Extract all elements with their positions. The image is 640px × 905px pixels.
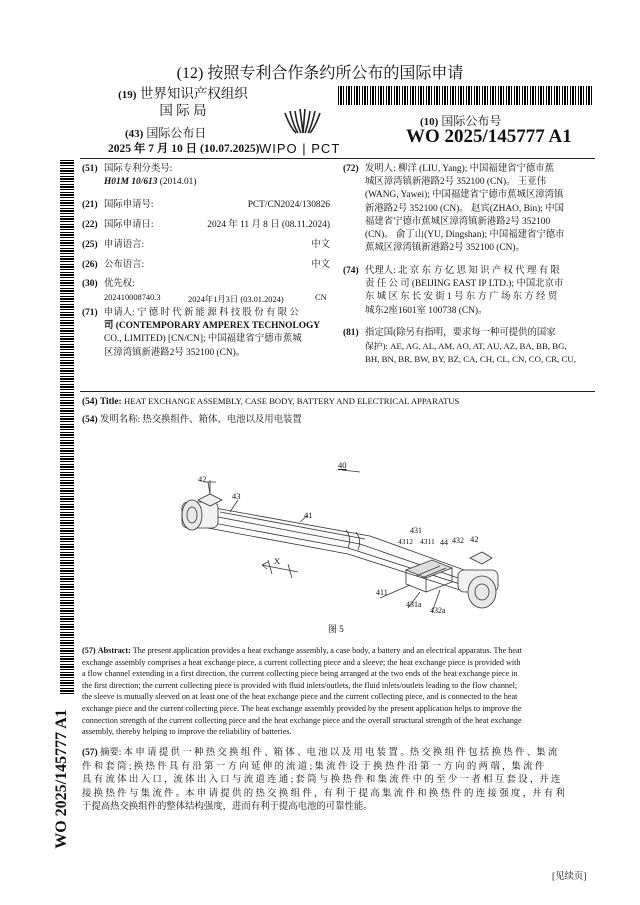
label-42-right: 42 [470, 534, 479, 544]
inventors-block: (72) 发明人: 柳洋 (LIU, Yang); 中国福建省宁德市蕉 城区漳湾镇新港路2号 352100 (CN)。 王亚伟 (WANG, Yawei); 中国福建省宁德市蕉城区漳湾镇 新港路2号 352100 (CN)。 赵宾(ZHAO, Bin); 中国 福建省宁德市蕉城区漳湾镇新港路2号 352100 (CN)。 俞丁山(YU, Dingshan); 中国福建省宁德市 蕉城区漳湾镇新港路2号 352100 (CN)。 [343, 164, 565, 254]
org-name: 世界知识产权组织 [139, 86, 248, 101]
application-date-value: 2024 年 11 月 8 日 (08.11.2024) [207, 220, 330, 230]
priority-row: (30) 优先权: [82, 279, 135, 289]
organization-block [108, 86, 258, 119]
abstract-chinese: (57) 摘要: 本 申 请 提 供 一 种 热 交 换 组 件 、箱 体 、电 池 以 及 用 电 装 置 。热 交 换 组 件 包 括 换 热 件 、集 流 件 和 套 筒 ; 换 热 件 具 有 沿 第 一 方 向 延 伸 的 流 道 ; 集 流 件 设 于 换 热 件 沿 第 一 方 向 的 两 端 ，集 流 件 具 有 流 体 出 入 口 ，流 体 出 入 口 与 流 道 连 通 ; 套 筒 与 换 热 件 和 集 流 件 中 的 至 少 一 者 相 互 套 设 ，并 连 接 换 热 件 与 集 流 件 。本 申 请 提 供 的 热 交 换 组 件 ，有 利 于 提 高 集 流 件 和 换 热 件 的 连 接 强 度 ，并 有 利 于提高热交换组件的整体结构强度，进而有利于提高电池的可靠性能。 [82, 748, 565, 813]
label-40: 40 [338, 460, 347, 470]
publication-number: WO 2025/145777 A1 [406, 126, 572, 147]
continued-note: [见续页] [552, 872, 587, 882]
applicant-block: (71) 申请人: 宁 德 时 代 新 能 源 科 技 股 份 有 限 公 司 (CONTEMPORARY AMPEREX TECHNOLOGY CO., LIMITED) [CN/CN]; 中国福建省宁德市蕉城 区漳湾镇新港路2号 352100 (CN)。 [82, 308, 321, 358]
filing-language-row: (25) 申请语言: [82, 240, 145, 250]
label-43: 43 [232, 491, 241, 501]
side-publication-number: WO 2025/145777 A1 [53, 709, 70, 849]
label-4311: 4311 [420, 537, 435, 546]
application-date-row: (22) 国际申请日: [82, 220, 154, 230]
publication-language-value: 中文 [311, 260, 330, 270]
label-41: 41 [304, 510, 313, 520]
label-411: 411 [376, 588, 388, 597]
application-number-row: (21) 国际申请号: [82, 200, 154, 210]
document-title: (12) 按照专利合作条约所公布的国际申请 [176, 65, 464, 82]
wipo-pct-text: WIPO | PCT [259, 141, 341, 156]
publication-date-label: (43) 国际公布日 [125, 126, 207, 140]
publication-language-row: (26) 公布语言: [82, 260, 145, 270]
org-bureau: 国 际 局 [159, 103, 207, 118]
org-num: (19) [118, 89, 137, 101]
label-432: 432 [452, 536, 464, 545]
priority-date: 2024年1月3日 (03.01.2024) [188, 295, 284, 304]
classification-row: (51) 国际专利分类号: H01M 10/613 (2014.01) [82, 164, 197, 188]
side-barcode [60, 160, 74, 695]
label-44: 44 [440, 538, 448, 547]
biblio-divider [80, 391, 595, 392]
title-chinese: (54) 发明名称: 热交换组件、箱体、电池以及用电装置 [82, 415, 302, 425]
header-divider [80, 158, 595, 159]
pubnum-label: (10) 国际公布号 [420, 114, 502, 128]
figure-caption: 图 5 [328, 624, 344, 634]
designated-states-block: (81) 指定国(除另有指明，要求每一种可提供的国家 保护): AE, AG, AL, AM, AO, AT, AU, AZ, BA, BB, BG, BH, BN, BR, BW, BY, BZ, CA, CH, CL, CN, CO, CR, CU, [343, 328, 576, 365]
title-english: (54) Title: HEAT EXCHANGE ASSEMBLY, CASE BODY, BATTERY AND ELECTRICAL APPARATUS [82, 396, 460, 407]
label-4312: 4312 [398, 537, 413, 546]
wipo-logo [268, 103, 338, 143]
label-42-left: 42 [198, 474, 207, 484]
label-431a: 431a [406, 600, 422, 609]
label-432a: 432a [430, 606, 446, 615]
priority-country: CN [315, 293, 327, 302]
application-number-value: PCT/CN2024/130826 [247, 200, 330, 210]
biblio-left [82, 163, 337, 191]
top-barcode [338, 86, 593, 105]
figure-drawing [170, 460, 510, 630]
filing-language-value: 中文 [311, 240, 330, 250]
label-x: X [274, 556, 281, 566]
priority-number: 202410008740.3 [104, 293, 161, 302]
publication-date-value: 2025 年 7 月 10 日 (10.07.2025) [108, 143, 260, 155]
abstract-english: (57) Abstract: The present application provides a heat exchange assembly, a case body, a battery and an electrical apparatus. The heat exchange assembly comprises a heat exchange piece, a current collecting piece and a sleeve; the heat exchange piece is provided with a flow channel extending in a first direction, the current collecting piece being arranged at the two ends of the heat exchange piece in the first direction; the current collecting piece is provided with fluid inlets/outlets, the fluid inlets/outlets leading to the flow channel; the sleeve is mutually sleeved on at least one of the heat exchange piece and the current collecting piece, and is connected to the heat exchange piece and the current collecting piece. The heat exchange assembly provided by the present application helps to improve the connection strength of the current collecting piece and the heat exchange piece and the overall structural strength of the heat exchange assembly, thereby helping to improve the reliability of batteries. [82, 646, 522, 737]
label-431: 431 [410, 526, 422, 535]
agent-block: (74) 代理人: 北 京 东 方 亿 思 知 识 产 权 代 理 有 限 责 任 公 司 (BEIJING EAST IP LTD.); 中国北京市 东 城 区 东 长 安 街 1 号 东 方 广 场 东 方 经 贸 城东2座1601室 100738 (CN)。 [343, 266, 564, 316]
